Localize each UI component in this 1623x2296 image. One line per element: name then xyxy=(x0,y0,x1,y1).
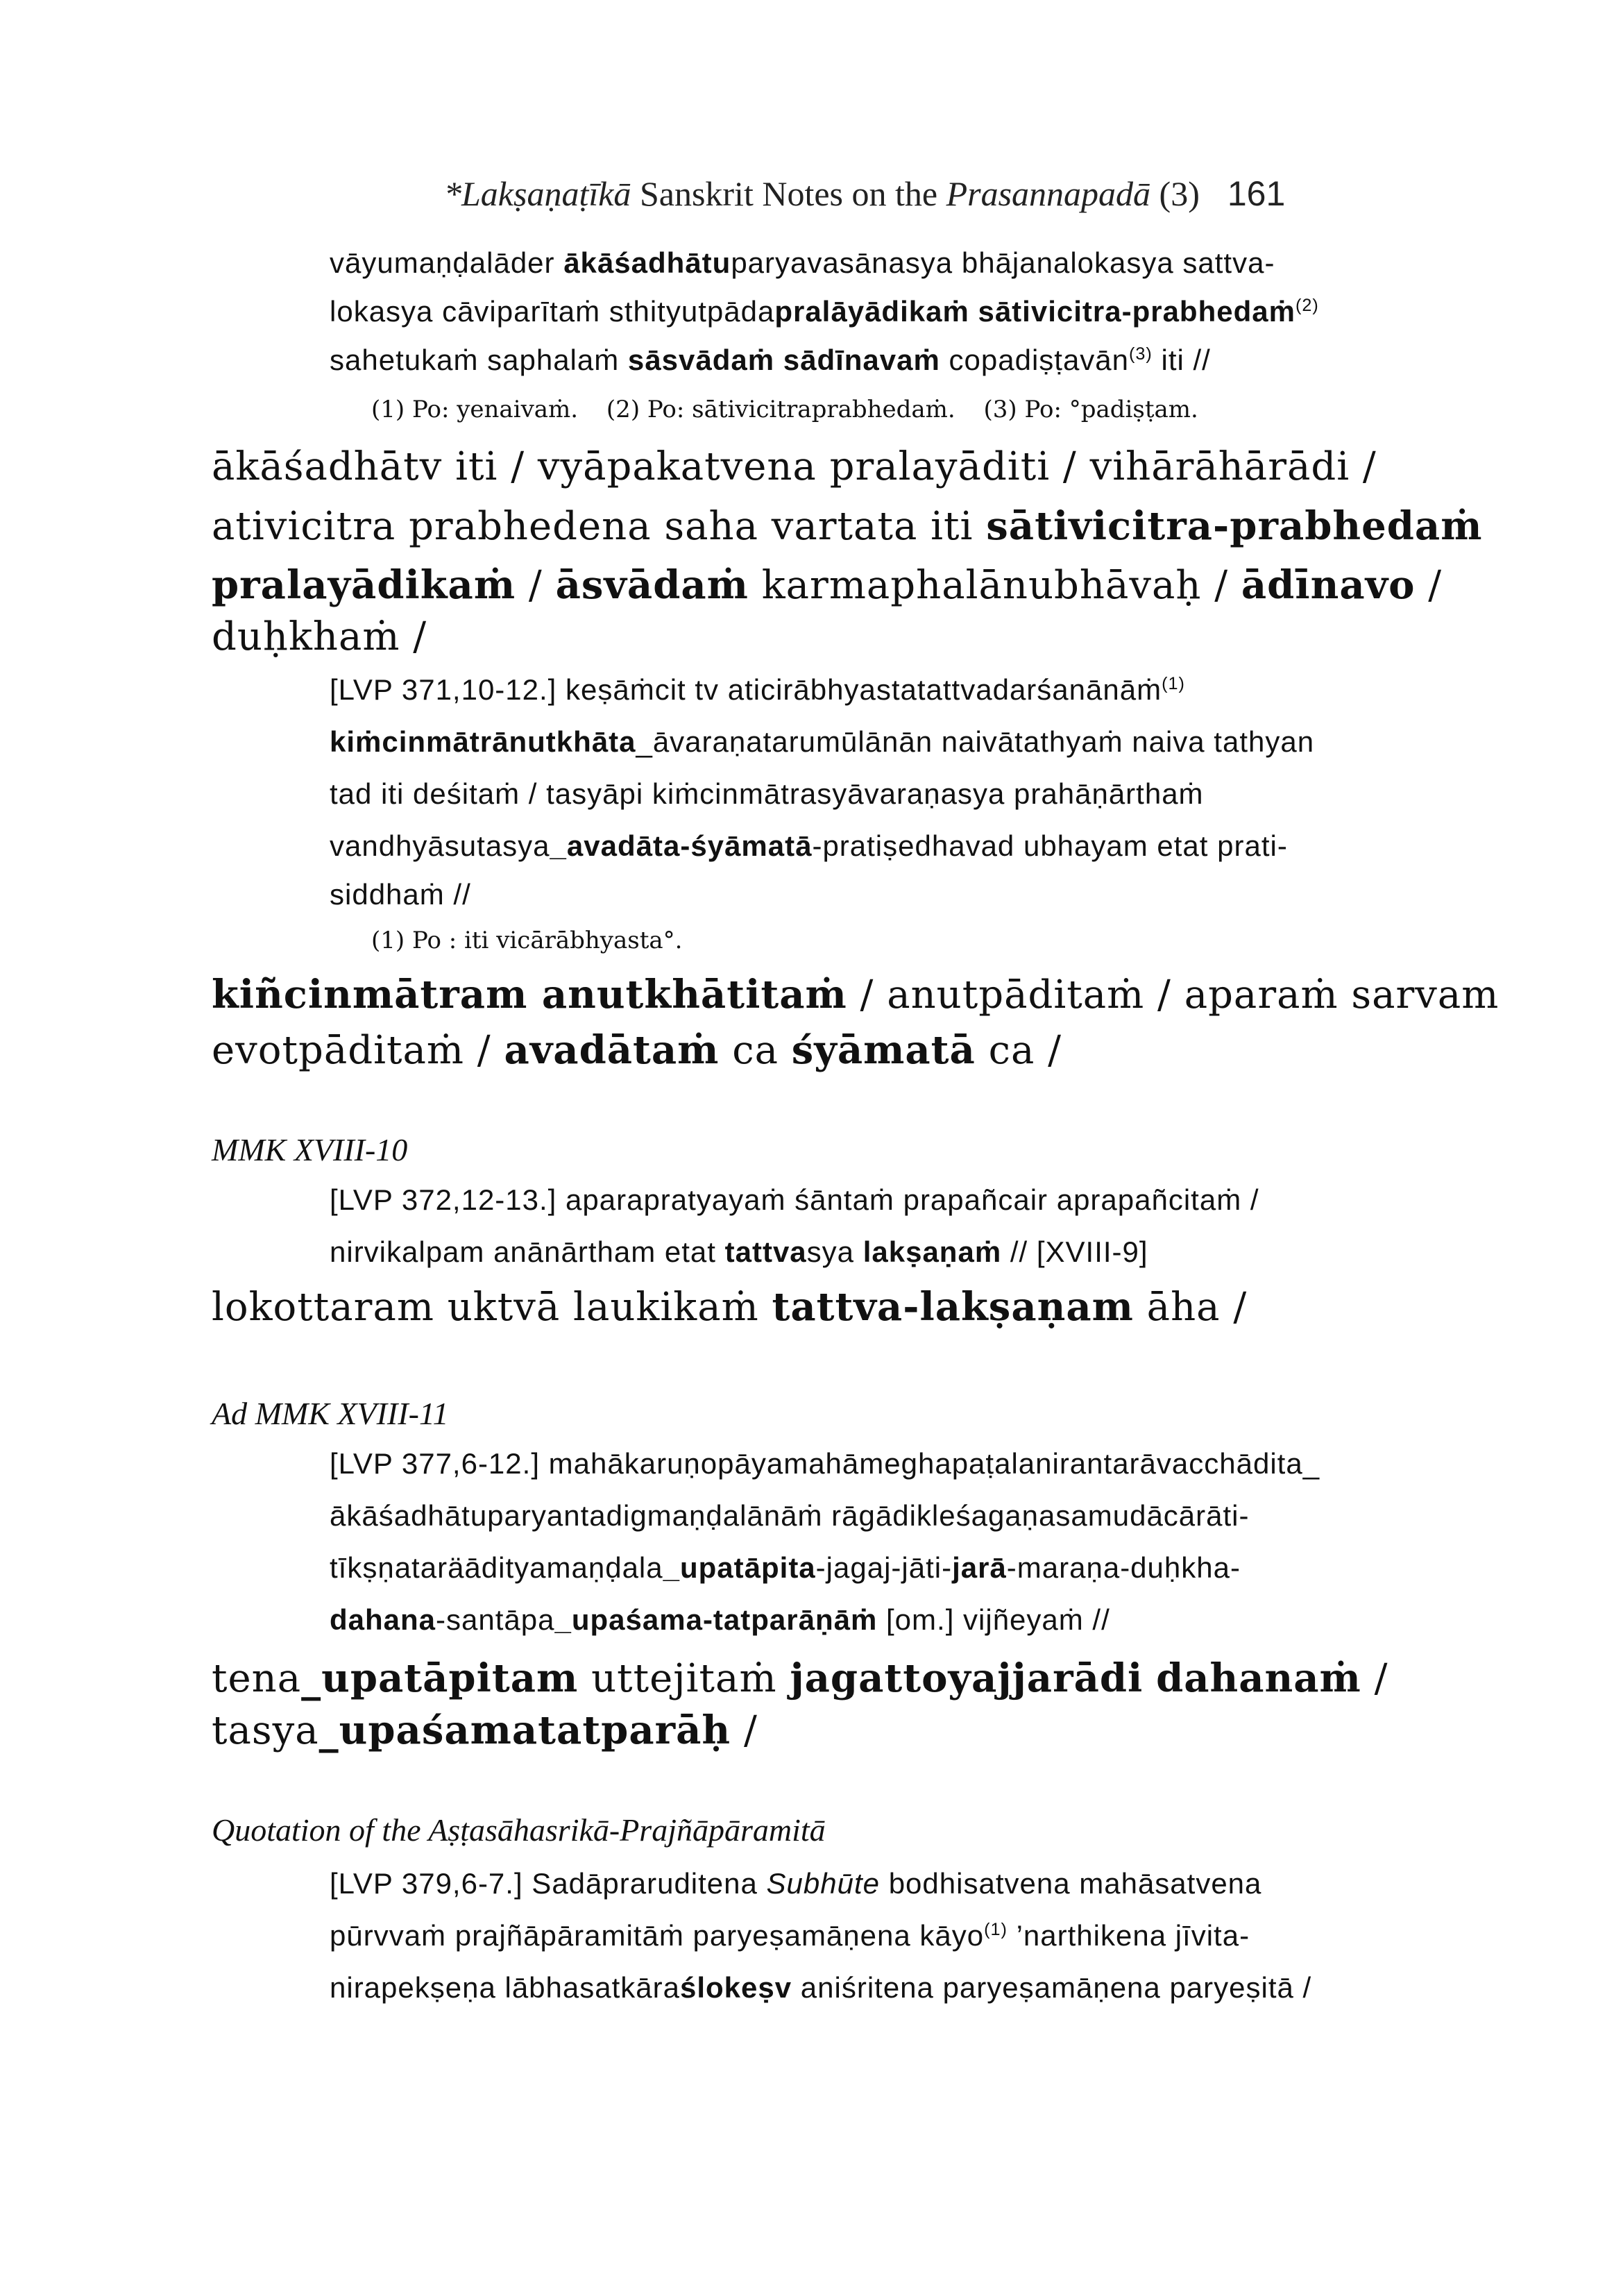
running-header xyxy=(444,174,1285,214)
text-line xyxy=(330,1499,1250,1533)
footnote: (3) Po: °padiṣṭam. xyxy=(983,396,1198,423)
text-line xyxy=(330,777,1204,811)
text-line xyxy=(330,344,1211,377)
header-title-italic: *Lakṣaṇaṭīkā xyxy=(444,174,631,213)
text-span: lokasya cāviparītaṁ sthityutpāda xyxy=(330,295,775,328)
section-label: Quotation of the Aṣṭasāhasrikā-Prajñāpāramitā xyxy=(212,1812,826,1848)
text-span: -santāpa xyxy=(436,1603,555,1636)
text-span-bold: kiṁcinmātrānutkhāta xyxy=(330,725,636,758)
text-span-bold: ślokeṣv xyxy=(680,1971,792,2004)
text-span: / xyxy=(1415,563,1443,608)
text-span: nirapekṣeṇa lābhasatkāra xyxy=(330,1971,680,2004)
text-span: -maraṇa-duḥkha- xyxy=(1006,1551,1241,1584)
text-span-bold: dahanaṁ xyxy=(1156,1655,1361,1701)
footnote-ref: (3) xyxy=(1129,344,1153,364)
text-span: pūrvvaṁ prajñāpāramitāṁ paryeṣamāṇena kāyo xyxy=(330,1919,985,1952)
text-line xyxy=(330,673,1185,707)
text-span: lokottaram uktvā laukikaṁ xyxy=(212,1285,772,1330)
header-part: (3) xyxy=(1150,174,1200,213)
section-label: Ad MMK XVIII-11 xyxy=(212,1396,449,1431)
commentary-line xyxy=(212,1655,1388,1701)
footnote-line xyxy=(371,927,682,954)
text-span: / xyxy=(1361,1656,1388,1701)
text-span-italic: Subhūte xyxy=(766,1867,881,1900)
text-span-bold: jarā xyxy=(952,1551,1007,1584)
text-span: tena xyxy=(212,1656,302,1701)
text-span-bold: ādīnavo xyxy=(1241,562,1416,608)
commentary-line xyxy=(212,614,427,659)
text-span: ākāśadhātv iti / vyāpakatvena pralayāditi / vihārāhārādi / xyxy=(212,444,1377,489)
text-span: tad iti deśitaṁ / tasyāpi kiṁcinmātrasyāvaraṇasya prahāṇārthaṁ xyxy=(330,777,1204,810)
text-span-bold: kiñcinmātram anutkhātitaṁ xyxy=(212,972,847,1018)
text-span: tīkṣṇataräādityamaṇḍala xyxy=(330,1551,663,1584)
text-span-bold: avadātaṁ xyxy=(504,1027,720,1073)
text-span: karmaphalānubhāvaḥ / xyxy=(748,563,1241,608)
text-span-bold: tattva-lakṣaṇam xyxy=(772,1284,1134,1330)
text-span: ca / xyxy=(975,1028,1062,1073)
footnote: (1) Po : iti vicārābhyasta°. xyxy=(371,927,683,954)
text-span: / anutpāditaṁ / aparaṁ sarvam xyxy=(847,972,1499,1018)
footnote: (1) Po: yenaivaṁ. xyxy=(371,396,579,423)
text-line xyxy=(330,725,1314,759)
text-line xyxy=(330,829,1288,863)
text-span-bold: jagattoyajjarādi xyxy=(790,1655,1144,1701)
text-span: [om.] vijñeyaṁ // xyxy=(877,1603,1110,1636)
text-span: ākāśadhātuparyantadigmaṇḍalānāṁ rāgādikleśagaṇasamudācārāti- xyxy=(330,1499,1250,1532)
footnote-ref: (1) xyxy=(1162,674,1185,693)
text-span: / xyxy=(731,1708,758,1753)
text-span-bold: sāsvādaṁ sādīnavaṁ xyxy=(627,344,940,376)
text-span: ativicitra prabhedena saha vartata iti xyxy=(212,504,987,549)
text-span-bold: sātivicitra-prabhedaṁ xyxy=(986,503,1483,549)
text-span: _āvaraṇatarumūlānān naivātathyaṁ naiva tathyan xyxy=(636,725,1315,758)
commentary-line xyxy=(212,1707,758,1753)
text-span: -jagaj-jāti- xyxy=(815,1551,953,1584)
text-span-bold: āsvādaṁ xyxy=(555,562,749,608)
text-line xyxy=(330,1447,1320,1480)
text-span-bold: pralayādikaṁ xyxy=(212,562,516,608)
text-line xyxy=(330,1867,1261,1900)
footnote-ref: (1) xyxy=(984,1920,1008,1939)
text-span-bold: _upatāpita xyxy=(663,1551,816,1584)
text-span: / xyxy=(516,563,556,608)
text-span-bold: śyāmatā xyxy=(791,1027,976,1073)
text-span: ca xyxy=(719,1028,792,1073)
text-span: // [XVIII-9] xyxy=(1001,1235,1148,1268)
text-span: āha / xyxy=(1133,1285,1248,1330)
footnote: (2) Po: sātivicitraprabhedaṁ. xyxy=(606,396,955,423)
text-span: nirvikalpam anānārtham etat xyxy=(330,1235,725,1268)
text-span: siddhaṁ // xyxy=(330,878,471,911)
commentary-line xyxy=(212,503,1482,549)
text-span: paryavasānasya bhājanalokasya sattva- xyxy=(731,246,1275,279)
commentary-line xyxy=(212,1284,1247,1330)
text-span-bold: _upaśamatatparāḥ xyxy=(318,1707,731,1753)
section-label: MMK XVIII-10 xyxy=(212,1132,408,1167)
text-span: bodhisatvena mahāsatvena xyxy=(880,1867,1262,1900)
text-line xyxy=(330,1235,1148,1269)
text-span: uttejitaṁ xyxy=(578,1656,790,1701)
header-title-sep: Sanskrit Notes on the xyxy=(631,174,946,213)
text-span: sya xyxy=(806,1235,863,1268)
text-span: [LVP 371,10-12.] keṣāṁcit tv aticirābhyastatattvadarśanānāṁ xyxy=(330,673,1162,706)
text-span: vandhyāsutasya xyxy=(330,829,550,862)
text-span: tasya xyxy=(212,1708,319,1753)
text-span-bold: pralāyādikaṁ sātivicitra-prabhedaṁ xyxy=(774,295,1295,328)
text-span: duḥkhaṁ / xyxy=(212,614,427,659)
text-span: copadiṣṭavān xyxy=(940,344,1130,376)
text-span: [LVP 377,6-12.] mahākaruṇopāyamahāmeghapaṭalanirantarāvacchādita_ xyxy=(330,1447,1320,1480)
commentary-line xyxy=(212,1027,1062,1073)
text-line xyxy=(330,1603,1110,1637)
text-line xyxy=(330,1551,1241,1585)
text-span: vāyumaṇḍalāder xyxy=(330,246,564,279)
text-span: -pratiṣedhavad ubhayam etat prati- xyxy=(812,829,1288,862)
page-number: 161 xyxy=(1227,174,1286,213)
text-span: [LVP 379,6-7.] Sadāpraruditena xyxy=(330,1867,767,1900)
text-span-bold: tattva xyxy=(724,1235,807,1268)
text-span: ’narthikena jīvita- xyxy=(1007,1919,1250,1952)
text-line xyxy=(330,246,1275,280)
text-span: [LVP 372,12-13.] aparapratyayaṁ śāntaṁ prapañcair aprapañcitaṁ / xyxy=(330,1183,1259,1216)
text-span-bold: lakṣaṇaṁ xyxy=(863,1235,1002,1268)
text-span: sahetukaṁ saphalaṁ xyxy=(330,344,628,376)
text-span: evotpāditaṁ / xyxy=(212,1028,504,1073)
text-span-bold: _upaśama-tatparāṇāṁ xyxy=(554,1603,878,1636)
text-span xyxy=(1143,1656,1156,1701)
text-span-bold: dahana xyxy=(330,1603,436,1636)
text-line xyxy=(330,1919,1250,1952)
text-line xyxy=(330,1971,1311,2004)
text-span: iti // xyxy=(1152,344,1211,376)
footnote-ref: (2) xyxy=(1295,296,1319,315)
header-work-title: Prasannapadā xyxy=(946,174,1151,213)
text-line xyxy=(330,1183,1259,1217)
commentary-line xyxy=(212,972,1499,1018)
footnote-line xyxy=(371,396,1198,423)
text-span-bold: ākāśadhātu xyxy=(563,246,731,279)
text-span: aniśritena paryeṣamāṇena paryeṣitā / xyxy=(792,1971,1312,2004)
text-line xyxy=(330,295,1319,328)
text-span-bold: _avadāta-śyāmatā xyxy=(550,829,813,862)
text-span-bold: _upatāpitam xyxy=(301,1655,579,1701)
commentary-line xyxy=(212,444,1377,489)
text-line xyxy=(330,878,471,911)
commentary-line xyxy=(212,562,1442,608)
